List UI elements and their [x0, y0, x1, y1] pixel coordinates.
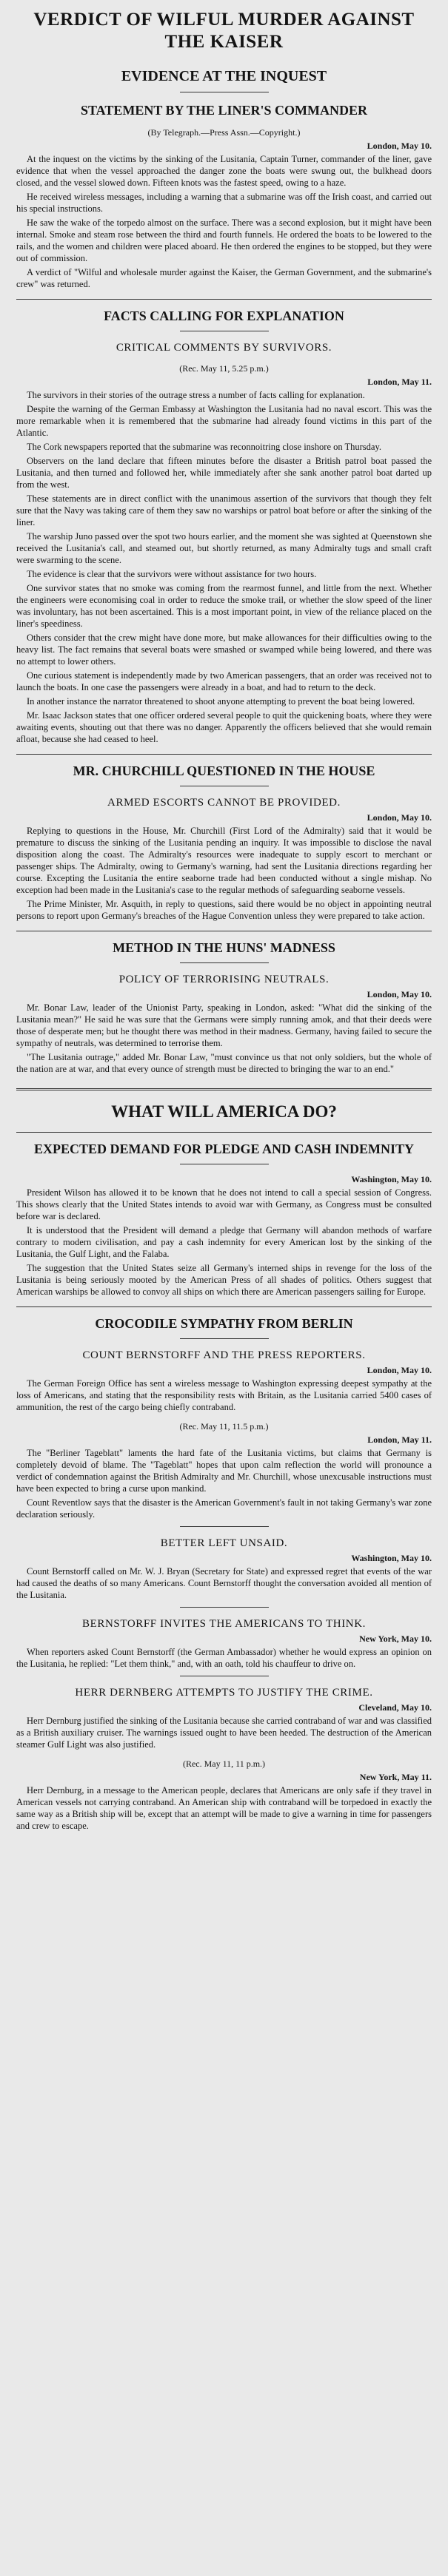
section-title: FACTS CALLING FOR EXPLANATION [104, 308, 344, 323]
dateline: London, May 11. [367, 377, 432, 387]
paragraph: The suggestion that the United States seize all Germany's interned ships in revenge for the loss of the Lusitania is being seriously mooted by the American Press of all shades of politics. Others suggest that American warships be allowed to convoy all ships on which there are American passengers sailing for Europe. [16, 1263, 432, 1297]
divider [16, 1306, 432, 1307]
dateline: London, May 10. [367, 1365, 432, 1375]
byline: (Rec. May 11, 5.25 p.m.) [179, 363, 269, 374]
paragraph: The survivors in their stories of the outrage stress a number of facts calling for explanation. [27, 390, 365, 400]
paragraph: A verdict of "Wilful and wholesale murder against the Kaiser, the German Government, and the submarine's crew" was returned. [16, 267, 432, 289]
paragraph: Herr Dernburg justified the sinking of the Lusitania because she carried contraband of war and was classified as a British auxiliary cruiser. The warnings issued ought to have been heeded. The destruction of the American steamer Gulf Light was also justified. [16, 1716, 432, 1750]
dateline: New York, May 10. [359, 1633, 432, 1644]
paragraph: The evidence is clear that the survivors were without assistance for two hours. [27, 569, 317, 579]
paragraph: One curious statement is independently made by two American passengers, that an order was received not to launch the boats. In one case the passengers were already in a boat, and had to return to the deck. [16, 670, 432, 692]
dateline: New York, May 11. [359, 1772, 432, 1782]
paragraph: Count Reventlow says that the disaster is the American Government's fault in not taking Germany's war zone declaration seriously. [16, 1497, 432, 1520]
article-statement-commander [16, 101, 432, 290]
divider [180, 1338, 269, 1339]
paragraph: In another instance the narrator threatened to shoot anyone attempting to prevent the boat being lowered. [27, 696, 415, 707]
main-headline-line1: VERDICT OF WILFUL MURDER AGAINST [33, 10, 415, 30]
paragraph: The Cork newspapers reported that the submarine was reconnoitring close inshore on Thursday. [27, 442, 382, 452]
paragraph: At the inquest on the victims by the sinking of the Lusitania, Captain Turner, commander of the liner, gave evidence that when the vessel approached the danger zone the boats were swung out, the bulkhead doors closed, and the vessel slowed down. Fifteen knots was the fastest speed, owing to a haze. [16, 154, 432, 188]
paragraph: Herr Dernburg, in a message to the American people, declares that Americans are only safe if they travel in American vessels not carrying contraband. An American ship with contraband will be torpedoed in exactly the same way as a British ship will be, except that an attempt will be made to give a warning in time for passengers and crew to escape. [16, 1785, 432, 1831]
paragraph: Mr. Isaac Jackson states that one officer ordered several people to quit the quickening boats, where they were awaiting events, shouting out that there was no danger. Apparently the officers believed that she would remain afloat, because she had ceased to heel. [16, 710, 432, 744]
paragraph: Count Bernstorff called on Mr. W. J. Bryan (Secretary for State) and expressed regret that events of the war had caused the deaths of so many Americans. Count Bernstorff thought the conversation avoided all mention of the Lusitania. [16, 1566, 432, 1600]
paragraph: Observers on the land declare that fifteen minutes before the disaster a British patrol boat passed the Lusitania, and then turned and followed her, while immediately after she sank another patrol boat darted up from the west. [16, 456, 432, 490]
paragraph: The "Berliner Tageblatt" laments the hard fate of the Lusitania victims, but claims that Germany is completely devoid of blame. The "Tageblatt" hopes that upon calm reflection the world will pronounce a verdict of condemnation against the British Admiralty and Mr. Churchill, whose unexcusable instructions must have been expected to bring a curse upon mankind. [16, 1448, 432, 1494]
section-title: STATEMENT BY THE LINER'S COMMANDER [80, 103, 368, 118]
article-what-will-america-do [16, 1101, 432, 1298]
section-subtitle: ARMED ESCORTS CANNOT BE PROVIDED. [107, 797, 341, 809]
paragraph: Others consider that the crew might have done more, but make allowances for their difficulties owing to the heavy list. The fact remains that several boats were smashed or swamped while being lowered, and there was no attempt to lower others. [16, 633, 432, 667]
divider [16, 1132, 432, 1133]
paragraph: The Prime Minister, Mr. Asquith, in reply to questions, said there would be no object in appointing neutral persons to report upon Germany's breaches of the Hague Convention unless they were prepared to take action. [16, 899, 432, 921]
byline: (By Telegraph.—Press Assn.—Copyright.) [147, 127, 301, 138]
sub-headline: EVIDENCE AT THE INQUEST [121, 68, 327, 84]
dateline: Washington, May 10. [351, 1553, 432, 1563]
section-subtitle: COUNT BERNSTORFF AND THE PRESS REPORTERS. [82, 1349, 366, 1361]
paragraph: He saw the wake of the torpedo almost on the surface. There was a second explosion, but it might have been internal. Smoke and steam rose between the third and fourth funnels. He ordered the boats to be lowered to the rails, and the women and children were placed aboard. He then ordered the engines to be stopped, but they were out of commission. [16, 218, 432, 263]
article-bernstorff-think [16, 1616, 432, 1670]
dateline: London, May 11. [367, 1434, 432, 1445]
byline: (Rec. May 11, 11 p.m.) [182, 1759, 266, 1769]
paragraph: Mr. Bonar Law, leader of the Unionist Party, speaking in London, asked: "What did the sinking of the Lusitania mean?" He said he was sure that the Germans were simply running amok, and that their deeds were those of desperate men; but he thought there was method in their madness. Germany, having failed to secure the sympathy of neutrals, was determined to terrorise them. [16, 1002, 432, 1048]
main-headline [16, 9, 432, 53]
section-title: CROCODILE SYMPATHY FROM BERLIN [95, 1316, 353, 1331]
section-subtitle: EXPECTED DEMAND FOR PLEDGE AND CASH INDEMNITY [33, 1142, 415, 1156]
paragraph: Replying to questions in the House, Mr. Churchill (First Lord of the Admiralty) said that it would be premature to discuss the sinking of the Lusitania pending an inquiry. It was impossible to disclose the naval disposition along the coast. The Admiralty's resources were inadequate to supply escort to merchant or passenger ships. The Admiralty, owing to Germany's warning, had sent the Lusitania directions regarding her course. Excepting the Lusitania the entire seaborne trade had been conducted without a single mishap. No exception had been made in the Lusitania's case to the regular methods of safeguarding seaborne vessels. [16, 826, 432, 895]
article-facts-explanation [16, 307, 432, 745]
section-title: METHOD IN THE HUNS' MADNESS [113, 940, 335, 955]
paragraph: When reporters asked Count Bernstorff (the German Ambassador) whether he would express an opinion on the Lusitania, he replied: "Let them think," and, with an oath, told his chauffeur to drive on. [16, 1647, 432, 1669]
article-churchill-questioned [16, 762, 432, 922]
paragraph: President Wilson has allowed it to be known that he does not intend to call a special session of Congress. This shows clearly that the United States intends to avoid war with Germany, as Congress must be consulted before war is declared. [16, 1187, 432, 1221]
section-title: WHAT WILL AMERICA DO? [111, 1102, 337, 1121]
dateline: Cleveland, May 10. [358, 1702, 432, 1713]
paragraph: One survivor states that no smoke was coming from the rearmost funnel, and little from the next. Whether the engineers were economising coal in order to reduce the smoke trail, or whether the slow speed of the liner was involuntary, has not been ascertained. This is a most important point, in view of the reliance placed on the liner's speediness. [16, 583, 432, 629]
section-title: BETTER LEFT UNSAID. [160, 1537, 288, 1549]
article-better-left-unsaid [16, 1536, 432, 1601]
byline: (Rec. May 11, 11.5 p.m.) [179, 1421, 269, 1432]
dateline: London, May 10. [367, 141, 432, 151]
dateline: London, May 10. [367, 812, 432, 823]
paragraph: The German Foreign Office has sent a wireless message to Washington expressing deepest sympathy at the loss of Americans, and stating that the responsibility rests with Britain, as the Lusitania carried 5400 cases of ammunition, the rest of the cargo being chiefly contraband. [16, 1378, 432, 1412]
divider [16, 1088, 432, 1090]
divider [16, 299, 432, 300]
article-dernberg-justify [16, 1685, 432, 1832]
paragraph: Despite the warning of the German Embassy at Washington the Lusitania had no naval escort. This was the more remarkable when it is remembered that the submarine had already found victims in this part of the Atlantic. [16, 404, 432, 438]
article-method-madness [16, 939, 432, 1075]
paragraph: These statements are in direct conflict with the unanimous assertion of the survivors that though they felt sure that the Navy was taking care of them they saw no warships or patrol boat before or after the sinking of the liner. [16, 493, 432, 527]
section-title: HERR DERNBERG ATTEMPTS TO JUSTIFY THE CRIME. [75, 1687, 373, 1699]
dateline: London, May 10. [367, 989, 432, 999]
section-title: MR. CHURCHILL QUESTIONED IN THE HOUSE [73, 763, 375, 778]
section-subtitle: CRITICAL COMMENTS BY SURVIVORS. [116, 342, 332, 354]
divider [180, 1607, 269, 1608]
main-headline-line2: THE KAISER [164, 32, 284, 52]
divider [180, 1526, 269, 1527]
article-crocodile-sympathy [16, 1315, 432, 1520]
dateline: Washington, May 10. [351, 1174, 432, 1184]
paragraph: He received wireless messages, including a warning that a submarine was off the Irish coast, and carried out his special instructions. [16, 192, 432, 214]
section-subtitle: POLICY OF TERRORISING NEUTRALS. [118, 974, 330, 985]
paragraph: "The Lusitania outrage," added Mr. Bonar Law, "must convince us that not only soldiers, but the whole of the nation are at war, and that every ounce of strength must be directed to bringing the war to an end." [16, 1052, 432, 1074]
paragraph: The warship Juno passed over the spot two hours earlier, and the moment she was sighted at Queenstown she received the Lusitania's call, and steamed out, but shortly returned, as many Admiralty tugs and small craft were swarming to the scene. [16, 531, 432, 565]
paragraph: It is understood that the President will demand a pledge that Germany will abandon methods of warfare contrary to modern civilisation, and pay a cash indemnity for every American lost by the sinking of the Lusitania, the Gulf Light, and the Falaba. [16, 1225, 432, 1259]
divider [16, 754, 432, 755]
section-title: BERNSTORFF INVITES THE AMERICANS TO THINK. [81, 1618, 367, 1630]
divider [180, 962, 269, 963]
